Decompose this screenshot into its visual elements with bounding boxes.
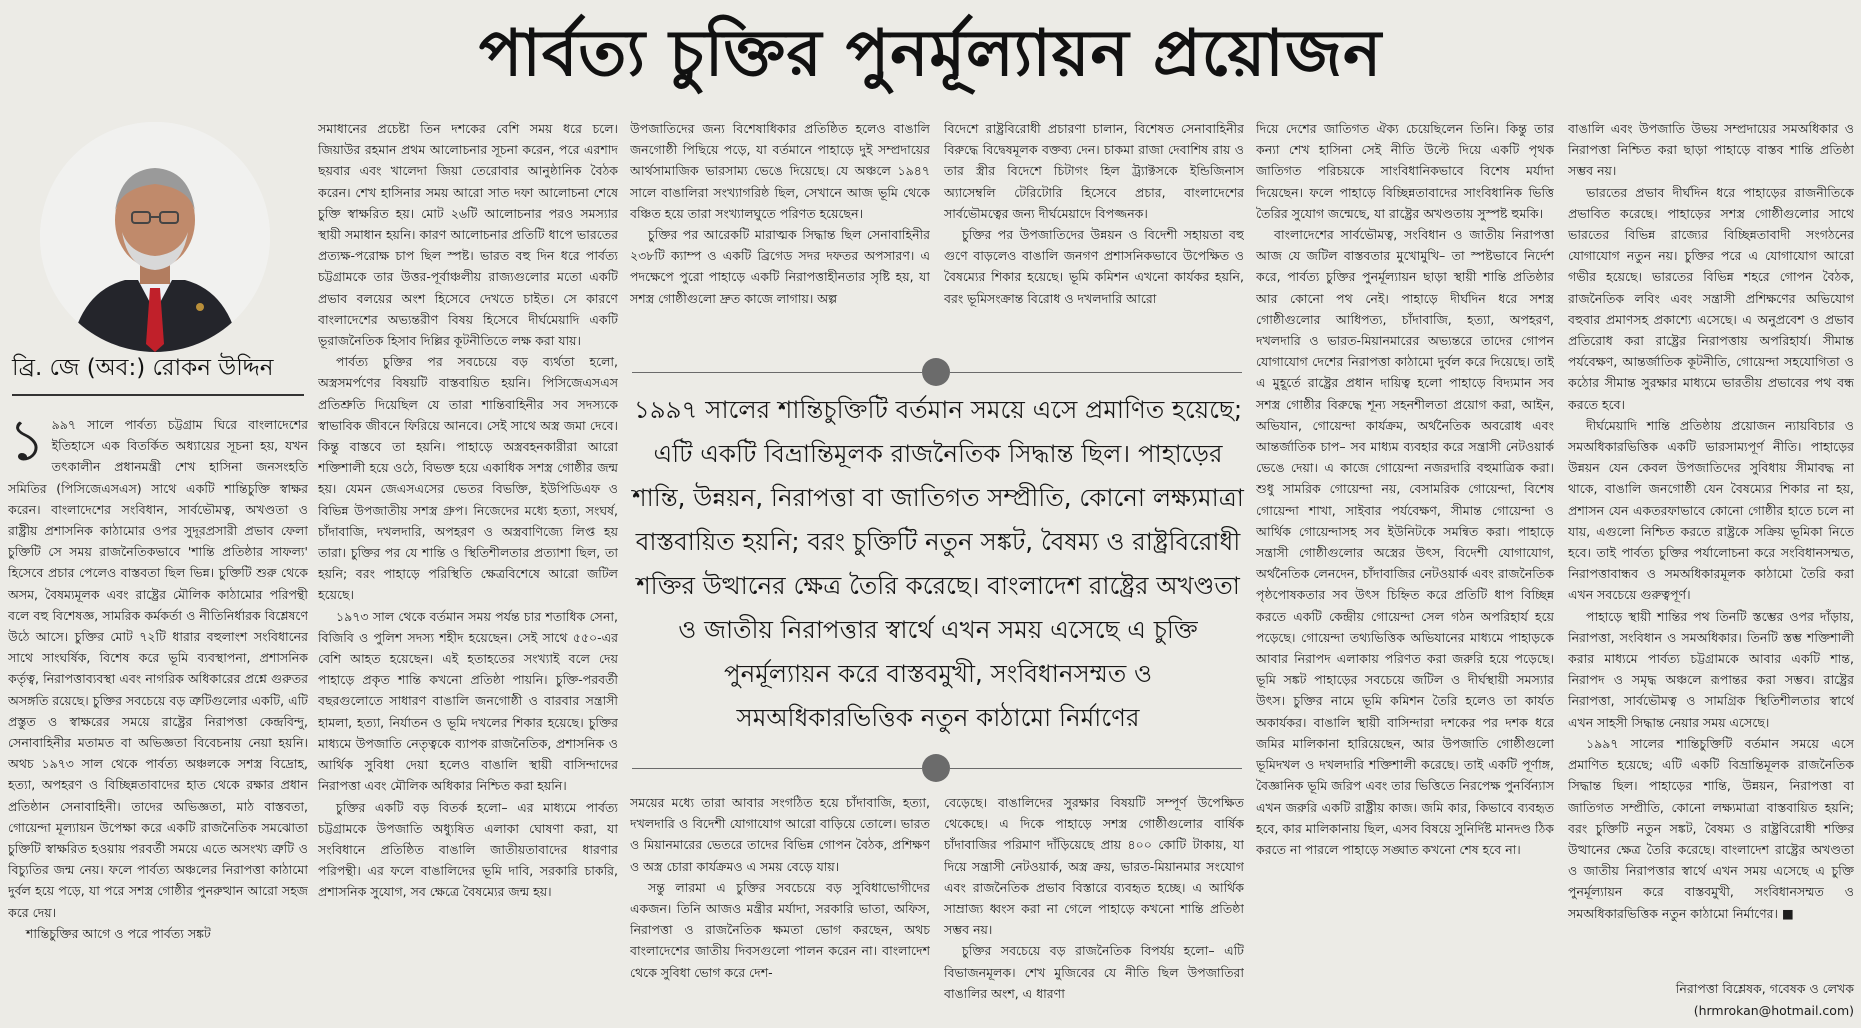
paragraph: চুক্তির পর উপজাতিদের উন্নয়ন ও বিদেশী সহায়তা বহু গুণে বাড়লেও বাঙালি জনগণ প্রশাসনিকভাবে উপেক্ষিত ও বৈষম্যের শিকার হয়েছে। ভূমি কমিশন এখনো কার্যকর হয়নি, বরং ভূমিসংক্রান্ত বিরোধ ও দখলদারি আরো bbox=[944, 227, 1244, 306]
paragraph: দীর্ঘমেয়াদি শান্তি প্রতিষ্ঠায় প্রয়োজন ন্যায়বিচার ও সমঅধিকারভিত্তিক একটি ভারসাম্যপূর্ণ নীতি। পাহাড়ের উন্নয়ন যেন কেবল উপজাতিদের সুবিধায় সীমাবদ্ধ না থাকে, বাঙালি জনগোষ্ঠী যেন বৈষম্যের শিকার না হয়, প্রশাসন যেন একতরফাভাবে কোনো গোষ্ঠীর হাতে চলে না যায়, এগুলো নিশ্চিত করতে রাষ্ট্রকে সক্রিয় ভূমিকা নিতে হবে। তাই পার্বত্য চুক্তির পর্যালোচনা করে সংবিধানসম্মত, নিরাপত্তাবান্ধব ও সমঅধিকারমূলক কাঠামো তৈরি করা এখন সবচেয়ে গুরুত্বপূর্ণ। bbox=[1568, 417, 1854, 603]
headline: পার্বত্য চুক্তির পুনর্মূল্যায়ন প্রয়োজন bbox=[478, 16, 1383, 91]
pullquote-rule-bottom-left bbox=[632, 768, 922, 769]
paragraph: ১৯৭৩ সাল থেকে বর্তমান সময় পর্যন্ত চার শতাধিক সেনা, বিজিবি ও পুলিশ সদস্য শহীদ হয়েছেন। সেই সাথে ৫৫০-এর বেশি আহত হয়েছেন। এই হতাহতের সংখ্যাই বলে দেয় পাহাড়ে প্রকৃত শান্তি কখনো প্রতিষ্ঠা পায়নি। চুক্তি-পরবর্তী বছরগুলোতে সাধারণ বাঙালি জনগোষ্ঠী ও বারবার সন্ত্রাসী হামলা, হত্যা, নির্যাতন ও ভূমি দখলের শিকার হয়েছে। চুক্তির মাধ্যমে উপজাতি নেতৃত্বকে ব্যাপক রাজনৈতিক, প্রশাসনিক ও আর্থিক সুবিধা দেয়া হলেও বাঙালি স্থায়ী বাসিন্দাদের নিরাপত্তা এবং মৌলিক অধিকার নিশ্চিত করা হয়নি। bbox=[318, 608, 618, 794]
pullquote-rule-top-right bbox=[950, 372, 1242, 373]
paragraph: পাহাড়ে স্থায়ী শান্তির পথ তিনটি স্তম্ভের ওপর দাঁড়ায়, নিরাপত্তা, সংবিধান ও সমঅধিকার। তিনটি স্তম্ভ শক্তিশালী করার মাধ্যমে পার্বত্য চট্টগ্রামকে আবার একটি শান্ত, নিরাপদ ও সমৃদ্ধ অঞ্চলে রূপান্তর করা সম্ভব। রাষ্ট্রের নিরাপত্তা, সার্বভৌমত্ব ও সামগ্রিক স্থিতিশীলতার স্বার্থে এখন সাহসী সিদ্ধান্ত নেয়ার সময় এসেছে। bbox=[1568, 608, 1854, 730]
pullquote-rule-top-left bbox=[632, 372, 922, 373]
paragraph: শান্তিচুক্তির আগে ও পরে পার্বত্য সঙ্কট bbox=[26, 925, 211, 941]
paragraph: পার্বত্য চুক্তির পর সবচেয়ে বড় ব্যর্থতা হলো, অস্ত্রসমর্পণের বিষয়টি বাস্তবায়িত হয়নি। পিসিজেএসএস প্রতিশ্রুতি দিয়েছিল যে তারা শান্তিবাহিনীর সব সদস্যকে স্বাভাবিক জীবনে ফিরিয়ে আনবে। সেই সাথে অস্ত্র জমা দেবে। কিন্তু বাস্তবে তা হয়নি। পাহাড়ে অস্ত্রবহনকারীরা আরো শক্তিশালী হয়ে ওঠে, বিভক্ত হয়ে একাধিক সশস্ত্র গোষ্ঠীর জন্ম হয়। যেমন জেএসএসের ভেতর বিভক্তি, ইউপিডিএফ ও বিভিন্ন উপজাতীয় সশস্ত্র গ্রুপ। নিজেদের মধ্যে হত্যা, সংঘর্ষ, চাঁদাবাজি, দখলদারি, অপহরণ ও অস্ত্রবাণিজ্যে লিপ্ত হয় তারা। চুক্তির পর যে শান্তি ও স্থিতিশীলতার প্রত্যাশা ছিল, তা হয়নি; বরং পাহাড়ে পরিস্থিতি ক্ষেত্রবিশেষে আরো জটিল হয়েছে। bbox=[318, 354, 618, 603]
pullquote-dot-bottom bbox=[922, 754, 950, 782]
author-role: নিরাপত্তা বিশ্লেষক, গবেষক ও লেখক bbox=[1675, 981, 1854, 996]
paragraph: সন্তু লারমা এ চুক্তির সবচেয়ে বড় সুবিধাভোগীদের একজন। তিনি আজও মন্ত্রীর মর্যাদা, সরকারি ভাতা, অফিস, নিরাপত্তা ও রাজনৈতিক ক্ষমতা ভোগ করছেন, অথচ বাংলাদেশের জাতীয় দিবসগুলো পালন করেন না। বাংলাদেশ থেকে সুবিধা ভোগ করে দেশ- bbox=[630, 879, 930, 980]
paragraph: সময়ের মধ্যে তারা আবার সংগঠিত হয়ে চাঁদাবাজি, হত্যা, দখলদারি ও বিদেশী যোগাযোগ আরো বাড়িয়ে তোলে। ভারত ও মিয়ানমারের ভেতরে তাদের বিভিন্ন গোপন বৈঠক, প্রশিক্ষণ ও অস্ত্র চোরা কার্যক্রমও এ সময় বেড়ে যায়। bbox=[630, 795, 930, 874]
article-column-4-top bbox=[944, 118, 1244, 340]
author-email: (hrmrokan@hotmail.com) bbox=[1693, 1003, 1854, 1018]
paragraph: উপজাতিদের জন্য বিশেষাধিকার প্রতিষ্ঠিত হলেও বাঙালি জনগোষ্ঠী পিছিয়ে পড়ে, যা বর্তমানে পাহাড়ে দুই সম্প্রদায়ের আর্থসামাজিক ভারসাম্য ভেঙে দিয়েছে। যে অঞ্চলে ১৯৪৭ সালে বাঙালিরা সংখ্যাগরিষ্ঠ ছিল, সেখানে আজ ভূমি থেকে বঞ্চিত হয়ে তারা সংখ্যালঘুতে পরিণত হয়েছেন। bbox=[630, 121, 930, 221]
author-photo bbox=[40, 122, 270, 352]
paragraph-text: ৯৯৭ সালে পার্বত্য চট্টগ্রাম ঘিরে বাংলাদেশের ইতিহাসে এক বিতর্কিত অধ্যায়ের সূচনা হয়, যখন তৎকালীন প্রধানমন্ত্রী শেখ হাসিনা জনসংহতি সমিতির (পিসিজেএসএস) সাথে একটি শান্তিচুক্তি স্বাক্ষর করেন। বাংলাদেশের সংবিধান, সার্বভৌমত্ব, অখণ্ডতা ও রাষ্ট্রীয় প্রশাসনিক কাঠামোর ওপর সুদূরপ্রসারী প্রভাব ফেলা চুক্তিটি সে সময় রাজনৈতিকভাবে 'শান্তি প্রতিষ্ঠার সাফল্য' হিসেবে প্রচার পেলেও বাস্তবতা ছিল ভিন্ন। চুক্তিটি শুরু থেকে অসম, বৈষম্যমূলক এবং রাষ্ট্রের মৌলিক কাঠামোর পরিপন্থী বলে বহু বিশেষজ্ঞ, সামরিক কর্মকর্তা ও নীতিনির্ধারক বিশ্লেষণে উঠে আসে। চুক্তির মোট ৭২টি ধারার বহুলাংশ সংবিধানের সাথে সাংঘর্ষিক, বিশেষ করে ভূমি ব্যবস্থাপনা, প্রশাসনিক কর্তৃত্ব, নিরাপত্তাব্যবস্থা এবং নাগরিক অধিকারের প্রশ্নে গুরুতর অসঙ্গতি রয়েছে। চুক্তির সবচেয়ে বড় ত্রুটিগুলোর একটি, এটি প্রস্তুত ও স্বাক্ষরের সময়ে রাষ্ট্রের নিরাপত্তা কেন্দ্রবিন্দু, সেনাবাহিনীর মতামত বা অভিজ্ঞতা বিবেচনায় নেয়া হয়নি। অথচ ১৯৭৩ সাল থেকে পার্বত্য অঞ্চলকে সশস্ত্র বিদ্রোহ, হত্যা, অপহরণ ও বিচ্ছিন্নতাবাদের হাত থেকে রক্ষার প্রধান প্রতিষ্ঠান সেনাবাহিনী। তাদের অভিজ্ঞতা, মাঠ বাস্তবতা, গোয়েন্দা মূল্যায়ন উপেক্ষা করে একটি রাজনৈতিক সমঝোতা চুক্তিটি স্বাক্ষরিত হওয়ায় পরবর্তী সময়ে এতে অসংখ্য ত্রুটি ও বিচ্যুতির জন্ম নেয়। ফলে পার্বত্য অঞ্চলের নিরাপত্তা কাঠামো দুর্বল হয়ে পড়ে, যা পরে সশস্ত্র গোষ্ঠীর পুনরুত্থান আরো সহজ করে দেয়। bbox=[8, 417, 308, 920]
paragraph: বিদেশে রাষ্ট্রবিরোধী প্রচারণা চালান, বিশেষত সেনাবাহিনীর বিরুদ্ধে বিদ্বেষমূলক বক্তব্য দেন। চাকমা রাজা দেবাশিষ রায় ও তার স্ত্রীর বিদেশে চিটাগং হিল ট্র্যাক্টসকে ইন্ডিজিনাস অ্যাসেম্বলি টেরিটোরি হিসেবে প্রচার, বাংলাদেশের সার্বভৌমত্বের জন্য দীর্ঘমেয়াদে বিপজ্জনক। bbox=[944, 121, 1244, 221]
pull-quote: ১৯৯৭ সালের শান্তিচুক্তিটি বর্তমান সময়ে এসে প্রমাণিত হয়েছে; এটি একটি বিভ্রান্তিমূলক রাজনৈতিক সিদ্ধান্ত ছিল। পাহাড়ের শান্তি, উন্নয়ন, নিরাপত্তা বা জাতিগত সম্প্রীতি, কোনো লক্ষ্যমাত্রা বাস্তবায়িত হয়নি; বরং চুক্তিটি নতুন সঙ্কট, বৈষম্য ও রাষ্ট্রবিরোধী শক্তির উত্থানের ক্ষেত্র তৈরি করেছে। বাংলাদেশ রাষ্ট্রের অখণ্ডতা ও জাতীয় নিরাপত্তার স্বার্থে এখন সময় এসেছে এ চুক্তি পুনর্মূল্যায়ন করে বাস্তবমুখী, সংবিধানসম্মত ও সমঅধিকারভিত্তিক নতুন কাঠামো নির্মাণের bbox=[632, 395, 1244, 732]
paragraph: চুক্তির একটি বড় বিতর্ক হলো– এর মাধ্যমে পার্বত্য চট্টগ্রামকে উপজাতি অধ্যুষিত এলাকা ঘোষণা করা, যা সংবিধানে প্রতিষ্ঠিত বাঙালি জাতীয়তাবাদের ধারণার পরিপন্থী। এর ফলে বাঙালিদের ভূমি দাবি, সরকারি চাকরি, প্রশাসনিক সুযোগ, সব ক্ষেত্রে বৈষম্যের জন্ম হয়। bbox=[318, 799, 618, 900]
drop-cap: ১ bbox=[8, 414, 46, 474]
article-column-2 bbox=[318, 118, 618, 1022]
byline: ব্রি. জে (অব:) রোকন উদ্দিন bbox=[12, 355, 274, 381]
article-column-4-bottom bbox=[944, 792, 1244, 1022]
paragraph: চুক্তির পর আরেকটি মারাত্মক সিদ্ধান্ত ছিল সেনাবাহিনীর ২৩৮টি ক্যাম্প ও একটি ব্রিগেড সদর দফতর অপসারণ। এ পদক্ষেপে পুরো পাহাড়ে একটি নিরাপত্তাহীনতার সৃষ্টি হয়, যা সশস্ত্র গোষ্ঠীগুলো দ্রুত কাজে লাগায়। অল্প bbox=[630, 227, 930, 306]
article-column-3-bottom bbox=[630, 792, 930, 1022]
article-column-6 bbox=[1568, 118, 1854, 976]
paragraph: সমাধানের প্রচেষ্টা তিন দশকের বেশি সময় ধরে চলে। জিয়াউর রহমান প্রথম আলোচনার সূচনা করেন, পরে এরশাদ ছয়বার এবং খালেদা জিয়া তেরোবার আনুষ্ঠানিক বৈঠক করেন। শেখ হাসিনার সময় আরো সাত দফা আলোচনা শেষে চুক্তি স্বাক্ষরিত হয়। মোট ২৬টি আলোচনার পরও সমস্যার স্থায়ী সমাধান হয়নি। কারণ আলোচনার প্রতিটি ধাপে ভারতের প্রত্যক্ষ-পরোক্ষ চাপ ছিল স্পষ্ট। ভারত বহু দিন ধরে পার্বত্য চট্টগ্রামকে তার উত্তর-পূর্বাঞ্চলীয় রাজ্যগুলোর মতো একটি প্রভাব বলয়ের অংশ হিসেবে দেখতে চাইত। সে কারণে বাংলাদেশের অভ্যন্তরীণ বিষয় হিসেবে দীর্ঘমেয়াদি একটি ভূরাজনৈতিক হিসাব দিল্লির কূটনীতিতে লক্ষ করা যায়। bbox=[318, 121, 618, 349]
paragraph: বাংলাদেশের সার্বভৌমত্ব, সংবিধান ও জাতীয় নিরাপত্তা আজ যে জটিল বাস্তবতার মুখোমুখি– তা স্পষ্টভাবে নির্দেশ করে, পার্বত্য চুক্তির পুনর্মূল্যায়ন ছাড়া স্থায়ী শান্তি প্রতিষ্ঠার আর কোনো পথ নেই। পাহাড়ে দীর্ঘদিন ধরে সশস্ত্র গোষ্ঠীগুলোর আধিপত্য, চাঁদাবাজি, হত্যা, অপহরণ, দখলদারি ও ভারত-মিয়ানমারের অভ্যন্তরে তাদের গোপন যোগাযোগ দেশের নিরাপত্তা কাঠামো দুর্বল করে দিয়েছে। তাই এ মুহূর্তে রাষ্ট্রের প্রধান দায়িত্ব হলো পাহাড়ে বিদ্যমান সব সশস্ত্র গোষ্ঠীর বিরুদ্ধে শূন্য সহনশীলতা প্রয়োগ করা, আইন, অভিযান, গোয়েন্দা কার্যক্রম, অর্থনৈতিক অবরোধ এবং আন্তর্জাতিক চাপ– সব মাধ্যম ব্যবহার করে সন্ত্রাসী নেটওয়ার্ক ভেঙে দেয়া। এ কাজে গোয়েন্দা নজরদারি বহুমাত্রিক করা। শুধু সামরিক গোয়েন্দা নয়, বেসামরিক গোয়েন্দা, বিশেষ গোয়েন্দা শাখা, সাইবার পর্যবেক্ষণ, সীমান্ত গোয়েন্দা ও আর্থিক গোয়েন্দাসহ সব ইউনিটকে সমন্বিত করা। পাহাড়ে সন্ত্রাসী গোষ্ঠীগুলোর অস্ত্রের উৎস, বিদেশী যোগাযোগ, অর্থনৈতিক লেনদেন, চাঁদাবাজির নেটওয়ার্ক এবং রাজনৈতিক পৃষ্ঠপোষকতার সব উৎস চিহ্নিত করে প্রতিটি ধাপ বিচ্ছিন্ন করতে একটি কেন্দ্রীয় গোয়েন্দা সেল গঠন অপরিহার্য হয়ে পড়েছে। গোয়েন্দা তথ্যভিত্তিক অভিযানের মাধ্যমে পাহাড়কে আবার নিরাপদ এলাকায় পরিণত করা জরুরি হয়ে পড়েছে। ভূমি সঙ্কট পাহাড়ের সবচেয়ে জটিল ও দীর্ঘস্থায়ী সমস্যার উৎস। চুক্তির নামে ভূমি কমিশন তৈরি হলেও তা কার্যত অকার্যকর। বাঙালি স্থায়ী বাসিন্দারা দশকের পর দশক ধরে জমির মালিকানা হারিয়েছেন, আর উপজাতি গোষ্ঠীগুলো ভূমিদখল ও দখলদারি শক্তিশালী করেছে। তাই একটি পূর্ণাঙ্গ, বৈজ্ঞানিক ভূমি জরিপ এবং তার ভিত্তিতে নিরপেক্ষ পুনর্বিন্যাস এখন জরুরি একটি রাষ্ট্রীয় কাজ। জমি কার, কিভাবে ব্যবহৃত হবে, কার মালিকানায় ছিল, এসব বিষয়ে সুনির্দিষ্ট মানদণ্ড ঠিক করতে না পারলে পাহাড়ে সঙ্ঘাত কখনো শেষ হবে না। bbox=[1256, 227, 1554, 857]
pullquote-rule-bottom-right bbox=[950, 768, 1242, 769]
byline-divider bbox=[12, 394, 304, 396]
paragraph: ১৯৯৭ সালের শান্তিচুক্তিটি বর্তমান সময়ে এসে প্রমাণিত হয়েছে; এটি একটি বিভ্রান্তিমূলক রাজনৈতিক সিদ্ধান্ত ছিল। পাহাড়ের শান্তি, উন্নয়ন, নিরাপত্তা বা জাতিগত সম্প্রীতি, কোনো লক্ষ্যমাত্রা বাস্তবায়িত হয়নি; বরং চুক্তিটি নতুন সঙ্কট, বৈষম্য ও রাষ্ট্রবিরোধী শক্তির উত্থানের ক্ষেত্র তৈরি করেছে। বাংলাদেশ রাষ্ট্রের অখণ্ডতা ও জাতীয় নিরাপত্তার স্বার্থে এখন সময় এসেছে এ চুক্তি পুনর্মূল্যায়ন করে বাস্তবমুখী, সংবিধানসম্মত ও সমঅধিকারভিত্তিক নতুন কাঠামো নির্মাণের। ■ bbox=[1568, 735, 1854, 921]
article-column-3-top bbox=[630, 118, 930, 340]
paragraph: দিয়ে দেশের জাতিগত ঐক্য চেয়েছিলেন তিনি। কিন্তু তার কন্যা শেখ হাসিনা সেই নীতি উল্টে দিয়ে একটি পৃথক জাতিগত পরিচয়কে সাংবিধানিকভাবে বিশেষ মর্যাদা দিয়েছেন। ফলে পাহাড়ে বিচ্ছিন্নতাবাদের সাংবিধানিক ভিত্তি তৈরির সুযোগ জন্মেছে, যা রাষ্ট্রের অখণ্ডতায় সুস্পষ্ট হুমকি। bbox=[1256, 121, 1554, 221]
paragraph: ভারতের প্রভাব দীর্ঘদিন ধরে পাহাড়ের রাজনীতিকে প্রভাবিত করেছে। পাহাড়ের সশস্ত্র গোষ্ঠীগুলোর সাথে ভারতের বিভিন্ন রাজ্যের বিচ্ছিন্নতাবাদী সংগঠনের যোগাযোগ নতুন নয়। চুক্তির পরে এ যোগাযোগ আরো গভীর হয়েছে। ভারতের বিভিন্ন শহরে গোপন বৈঠক, রাজনৈতিক লবিং এবং সন্ত্রাসী প্রশিক্ষণের অভিযোগ বহুবার প্রমাণসহ প্রকাশ্যে এসেছে। এ অনুপ্রবেশ ও প্রভাব প্রতিরোধ করা রাষ্ট্রের নিরাপত্তায় অপরিহার্য। সীমান্ত পর্যবেক্ষণ, আন্তর্জাতিক কূটনীতি, গোয়েন্দা সহযোগিতা ও কঠোর সীমান্ত সুরক্ষার মাধ্যমে ভারতীয় প্রভাবের পথ বন্ধ করতে হবে। bbox=[1568, 184, 1854, 412]
paragraph: বেড়েছে। বাঙালিদের সুরক্ষার বিষয়টি সম্পূর্ণ উপেক্ষিত থেকেছে। এ দিকে পাহাড়ে সশস্ত্র গোষ্ঠীগুলোর বার্ষিক চাঁদাবাজির পরিমাণ দাঁড়িয়েছে প্রায় ৪০০ কোটি টাকায়, যা দিয়ে সন্ত্রাসী নেটওয়ার্ক, অস্ত্র ক্রয়, ভারত-মিয়ানমার সংযোগ এবং রাজনৈতিক প্রভাব বিস্তারে ব্যবহৃত হচ্ছে। এ আর্থিক সাম্রাজ্য ধ্বংস করা না গেলে পাহাড়ে কখনো শান্তি প্রতিষ্ঠা সম্ভব নয়। bbox=[944, 795, 1244, 938]
article-column-5 bbox=[1256, 118, 1554, 1022]
pullquote-dot-top bbox=[922, 358, 950, 386]
paragraph bbox=[8, 414, 308, 923]
paragraph: বাঙালি এবং উপজাতি উভয় সম্প্রদায়ের সমঅধিকার ও নিরাপত্তা নিশ্চিত করা ছাড়া পাহাড়ে বাস্তব শান্তি প্রতিষ্ঠা সম্ভব নয়। bbox=[1568, 121, 1854, 179]
author-portrait-image bbox=[40, 122, 270, 352]
paragraph: চুক্তির সবচেয়ে বড় রাজনৈতিক বিপর্যয় হলো– এটি বিভাজনমূলক। শেখ মুজিবের যে নীতি ছিল উপজাতিরা বাঙালির অংশ, এ ধারণা bbox=[944, 943, 1244, 1001]
article-column-1 bbox=[8, 414, 308, 1022]
